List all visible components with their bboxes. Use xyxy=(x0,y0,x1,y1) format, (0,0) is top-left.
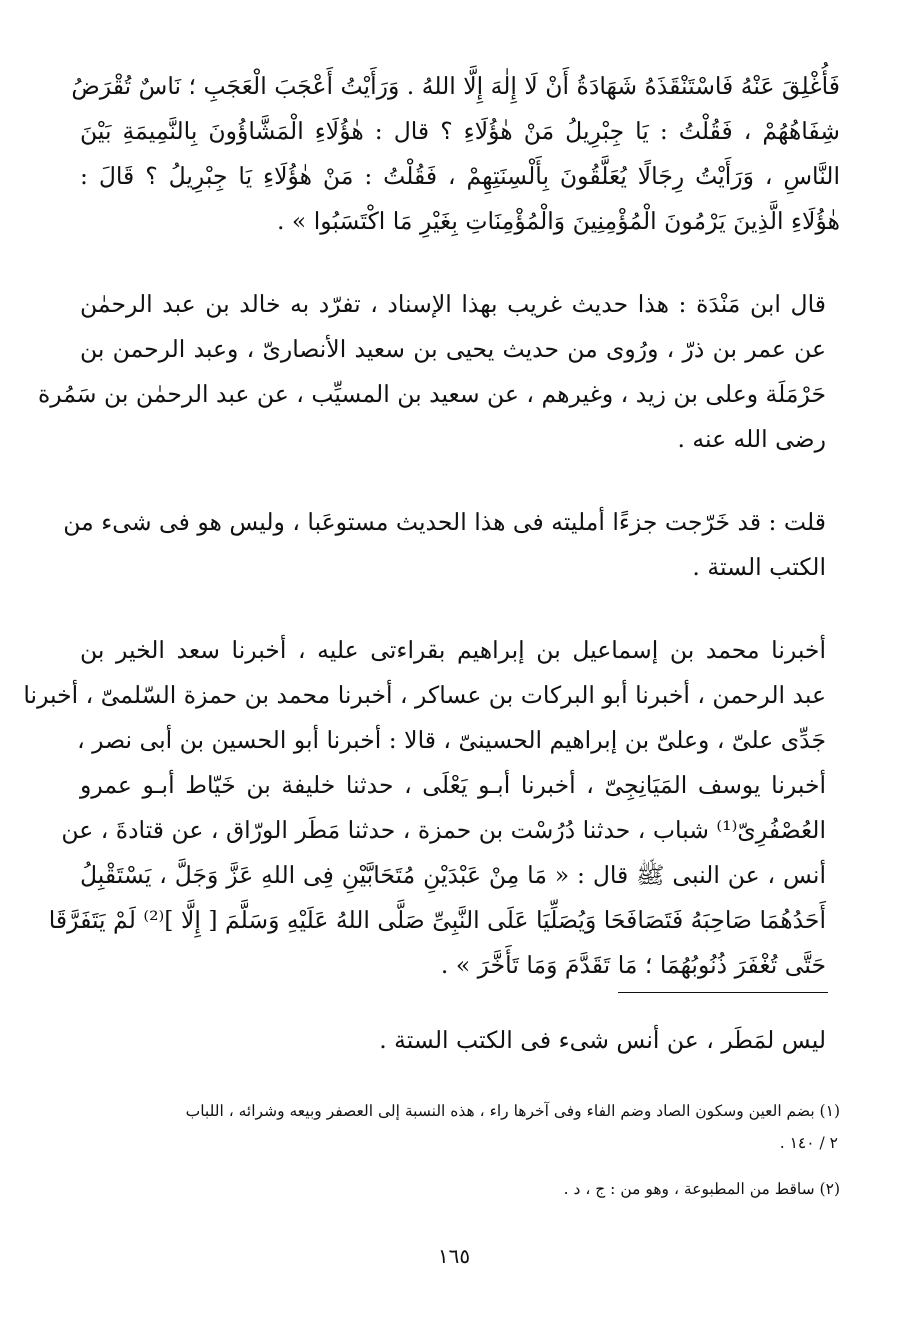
text-line: العُصْفُرِىّ⁽¹⁾ شباب ، حدثنا دُرُسْت بن حمزة ، حدثنا مَطَر الورّاق ، عن قتادةَ ، عن xyxy=(61,816,826,844)
text-line: قلت : قد خَرّجت جزءًا أمليته فى هذا الحديث مستوعَبا ، وليس هو فى شىء من xyxy=(63,508,826,536)
text-line: الكتب الستة . xyxy=(692,553,826,581)
page-number: ١٦٥ xyxy=(437,1244,471,1268)
text-line: أَحَدُهُمَا صَاحِبَهُ فَتَصَافَحَا وَيُصَلِّيَا عَلَى النَّبِىِّ صَلَّى اللهُ عَلَيْهِ وَسَلَّمَ [ إِلَّا ]⁽²⁾ لَمْ يَتَفَرَّقَا xyxy=(48,906,826,934)
text-line: النَّاسِ ، وَرَأَيْتُ رِجَالًا يُعَلَّقُونَ بِأَلْسِنَتِهِمْ ، فَقُلْتُ : مَنْ هٰؤُلَاءِ يَا جِبْرِيلُ ؟ قَالَ : xyxy=(80,162,840,190)
footnote-line: (١) بضم العين وسكون الصاد وضم الفاء وفى آخرها راء ، هذه النسبة إلى العصفر وبيعه وشرائه ، اللباب xyxy=(185,1102,840,1120)
footnote-1 xyxy=(80,1095,840,1159)
footnotes xyxy=(80,1095,840,1205)
text-line: ليس لمَطَر ، عن أنس شىء فى الكتب الستة . xyxy=(379,1026,826,1054)
paragraph-isnad xyxy=(23,628,840,988)
footnote-separator xyxy=(618,992,828,993)
text-line: شِفَاهُهُمْ ، فَقُلْتُ : يَا جِبْرِيلُ مَنْ هٰؤُلَاءِ ؟ قال : هٰؤُلَاءِ الْمَشَّاؤُونَ بِالنَّمِيمَةِ بَيْنَ xyxy=(80,117,840,145)
text-line: هٰؤُلَاءِ الَّذِينَ يَرْمُونَ الْمُؤْمِنِينَ وَالْمُؤْمِنَاتِ بِغَيْرِ مَا اكْتَسَبُوا » . xyxy=(276,207,840,235)
text-line: جَدِّى علىّ ، وعلىّ بن إبراهيم الحسينىّ ، قالا : أخبرنا أبو الحسين بن أبى نصر ، xyxy=(77,726,826,754)
paragraph-closing-note xyxy=(80,1018,840,1063)
paragraph-hadith-continuation xyxy=(71,64,840,244)
footnote-2 xyxy=(80,1173,840,1205)
paragraph-ibn-manda xyxy=(37,282,840,462)
footnote-line: (٢) ساقط من المطبوعة ، وهو من : ج ، د . xyxy=(563,1180,840,1198)
text-line: عبد الرحمن ، أخبرنا أبو البركات بن عساكر ، أخبرنا محمد بن حمزة السّلمىّ ، أخبرنا xyxy=(23,681,826,709)
footnote-line: ٢ / ١٤٠ . xyxy=(779,1134,838,1152)
page-body xyxy=(23,64,840,1063)
text-line: حَرْمَلَة وعلى بن زيد ، وغيرهم ، عن سعيد بن المسيِّب ، عن عبد الرحمٰن بن سَمُرة xyxy=(37,380,826,408)
text-line: رضى الله عنه . xyxy=(677,425,826,453)
text-line: فَأُغْلِقَ عَنْهُ فَاسْتَنْقَذَهُ شَهَادَةُ أَنْ لَا إِلٰهَ إِلَّا اللهُ . وَرَأَيْتُ أَعْجَبَ الْعَجَبِ ؛ نَاسٌ تُقْرَضُ xyxy=(71,72,840,100)
text-line: قال ابن مَنْدَة : هذا حديث غريب بهذا الإسناد ، تفرّد به خالد بن عبد الرحمٰن xyxy=(80,290,826,318)
text-line: عن عمر بن ذرّ ، ورُوى من حديث يحيى بن سعيد الأنصارىّ ، وعبد الرحمن بن xyxy=(80,335,826,363)
text-line: أنس ، عن النبى ﷺ قال : « مَا مِنْ عَبْدَيْنِ مُتَحَابَّيْنِ فِى اللهِ عَزَّ وَجَلَّ ، يَسْتَقْبِلُ xyxy=(80,861,826,889)
text-line: حَتَّى تُغْفَرَ ذُنُوبُهُمَا ؛ مَا تَقَدَّمَ وَمَا تَأَخَّرَ » . xyxy=(440,951,826,979)
text-line: أخبرنا يوسف المَيَانِجِىّ ، أخبرنا أبـو يَعْلَى ، حدثنا خليفة بن خَيّاط أبـو عمرو xyxy=(80,771,826,799)
text-line: أخبرنا محمد بن إسماعيل بن إبراهيم بقراءتى عليه ، أخبرنا سعد الخير بن xyxy=(80,636,826,664)
paragraph-author-note xyxy=(63,500,840,590)
